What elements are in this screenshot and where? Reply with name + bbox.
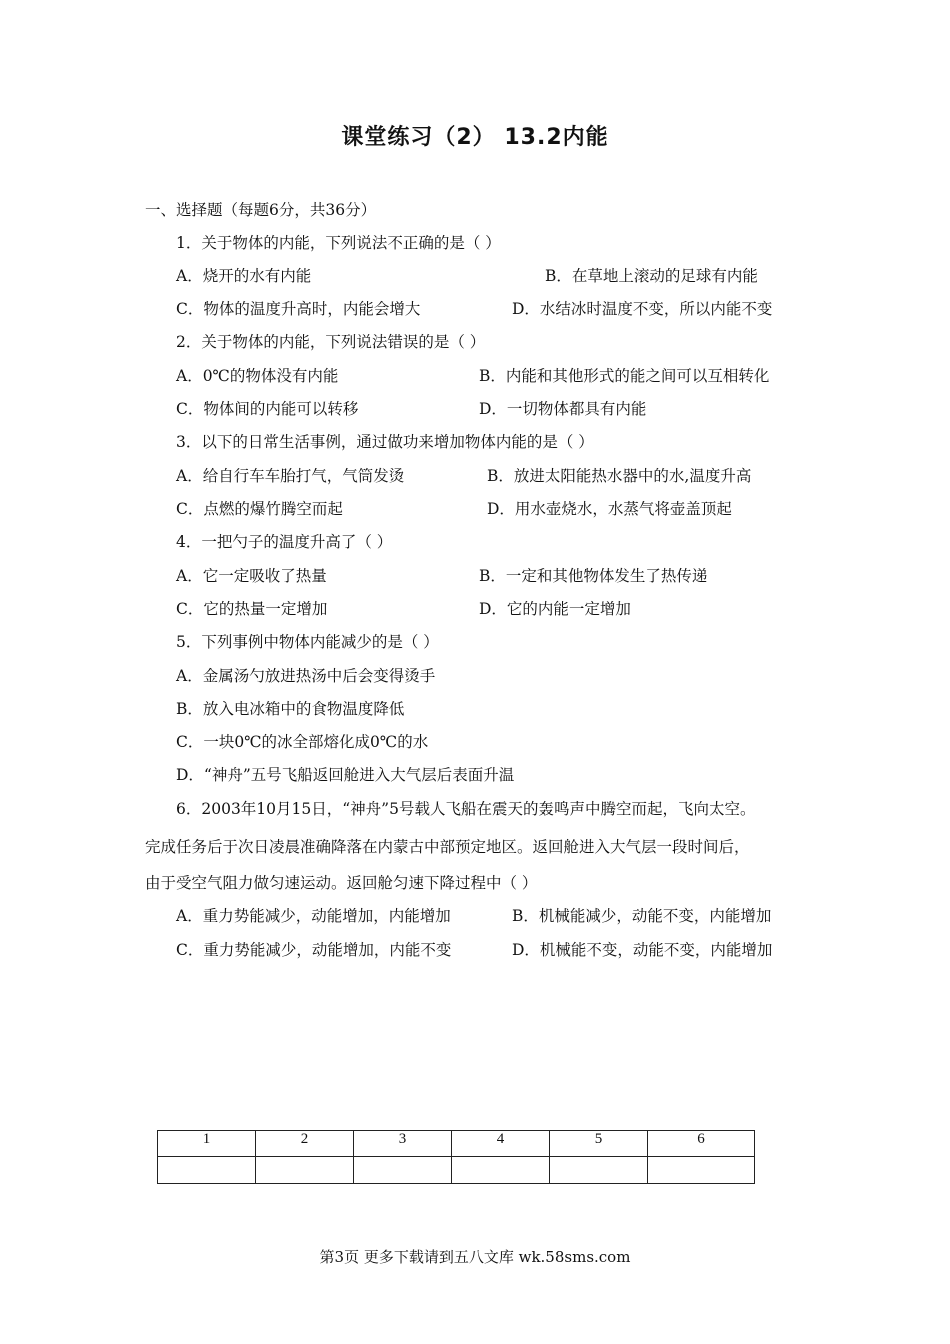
answer-cell[interactable] <box>648 1157 755 1184</box>
question-6-stem-line-2: 完成任务后于次日凌晨准确降落在内蒙古中部预定地区。返回舱进入大气层一段时间后， <box>145 838 750 856</box>
question-2-stem: 2．关于物体的内能，下列说法错误的是（ ） <box>176 333 486 351</box>
answer-table-header-cell: 1 <box>158 1131 256 1157</box>
question-1-option-d: D．水结冰时温度不变，所以内能不变 <box>512 300 773 318</box>
question-2-option-a: A．0℃的物体没有内能 <box>176 367 339 385</box>
answer-cell[interactable] <box>354 1157 452 1184</box>
question-5-stem: 5．下列事例中物体内能减少的是（ ） <box>176 633 439 651</box>
answer-table-header-row <box>158 1131 755 1157</box>
question-1-stem: 1．关于物体的内能，下列说法不正确的是（ ） <box>176 234 501 252</box>
answer-table-header-cell: 4 <box>452 1131 550 1157</box>
answer-cell[interactable] <box>158 1157 256 1184</box>
question-3-option-c: C．点燃的爆竹腾空而起 <box>176 500 343 518</box>
question-2-option-c: C．物体间的内能可以转移 <box>176 400 359 418</box>
question-6-option-a: A．重力势能减少，动能增加，内能增加 <box>176 907 451 925</box>
question-1-option-a: A．烧开的水有内能 <box>176 267 312 285</box>
question-1-option-c: C．物体的温度升高时，内能会增大 <box>176 300 421 318</box>
question-6-option-d: D．机械能不变，动能不变，内能增加 <box>512 941 773 959</box>
answer-table-answer-row <box>158 1157 755 1184</box>
page-title: 课堂练习（2） 13.2内能 <box>341 125 609 150</box>
question-5-option-b: B．放入电冰箱中的食物温度降低 <box>176 700 405 718</box>
section-heading: 一、选择题（每题6分，共36分） <box>145 201 377 219</box>
question-4-option-c: C．它的热量一定增加 <box>176 600 328 618</box>
question-4-stem: 4．一把勺子的温度升高了（ ） <box>176 533 393 551</box>
question-6-option-b: B．机械能减少，动能不变，内能增加 <box>512 907 772 925</box>
answer-table-header-cell: 5 <box>550 1131 648 1157</box>
answer-cell[interactable] <box>550 1157 648 1184</box>
question-3-option-a: A．给自行车车胎打气，气筒发烫 <box>176 467 405 485</box>
page-footer: 第3页 更多下载请到五八文库 wk.58sms.com <box>319 1248 631 1266</box>
answer-table-header-cell: 6 <box>648 1131 755 1157</box>
question-4-option-b: B．一定和其他物体发生了热传递 <box>479 567 708 585</box>
question-5-option-c: C．一块0℃的冰全部熔化成0℃的水 <box>176 733 429 751</box>
answer-table <box>157 1130 755 1184</box>
question-6-stem-line-1: 6．2003年10月15日，“神舟”5号载人飞船在震天的轰鸣声中腾空而起，飞向太空。 <box>176 800 756 818</box>
question-5-option-d: D．“神舟”五号飞船返回舱进入大气层后表面升温 <box>176 766 515 784</box>
question-3-option-d: D．用水壶烧水，水蒸气将壶盖顶起 <box>487 500 732 518</box>
question-3-stem: 3．以下的日常生活事例，通过做功来增加物体内能的是（ ） <box>176 433 594 451</box>
question-6-option-c: C．重力势能减少，动能增加，内能不变 <box>176 941 452 959</box>
question-4-option-a: A．它一定吸收了热量 <box>176 567 327 585</box>
answer-table-header-cell: 3 <box>354 1131 452 1157</box>
answer-cell[interactable] <box>452 1157 550 1184</box>
question-6-stem-line-3: 由于受空气阻力做匀速运动。返回舱匀速下降过程中（ ） <box>145 874 538 892</box>
question-4-option-d: D．它的内能一定增加 <box>479 600 631 618</box>
answer-cell[interactable] <box>256 1157 354 1184</box>
question-2-option-d: D．一切物体都具有内能 <box>479 400 647 418</box>
question-3-option-b: B．放进太阳能热水器中的水,温度升高 <box>487 467 752 485</box>
question-5-option-a: A．金属汤勺放进热汤中后会变得烫手 <box>176 667 436 685</box>
question-1-option-b: B．在草地上滚动的足球有内能 <box>545 267 758 285</box>
question-2-option-b: B．内能和其他形式的能之间可以互相转化 <box>479 367 770 385</box>
answer-table-header-cell: 2 <box>256 1131 354 1157</box>
